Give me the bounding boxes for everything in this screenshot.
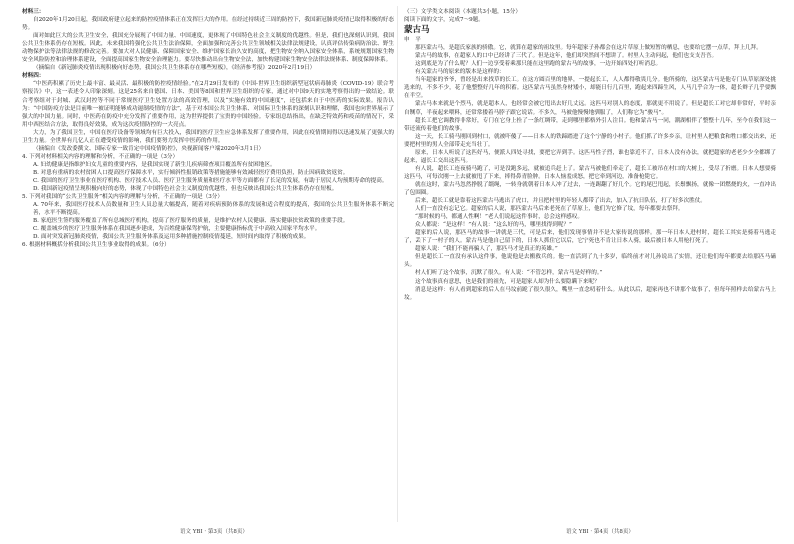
question-4-option-c: C. 我国的医疗卫生事业在医疗机构、医疗技术人员、医疗卫生服务质量和医疗水平等方面都有了长足的发展，有助于居民人均预期寿命的提高。 bbox=[33, 177, 388, 184]
story-paragraph: 有关蒙古马的原来的版本是这样的： bbox=[415, 69, 505, 76]
story-paragraph: 但是超长工一直没有承认这件事，他说他是去搬救兵的。他一直活到了九十多岁，临终前才对儿孙说出了实情，还让他们每年都要去给那匹马磕头。 bbox=[404, 254, 776, 269]
material-3-paragraph-1: 自2020年1月20日起，我国政府建立起来的防控疫情体系正在发挥巨大的作用。在经过持续近三周的防控下，我国新冠肺炎疫情已取得积极的好态势。 bbox=[22, 17, 394, 32]
story-paragraph: 超家的后人说，那匹马的故事一讲就是三代，可是后来，他们发现事情并不是大家传说的那样。那一年日本人进村时，超长工其实是骑着马逃走了，丢下了一村子的人。蒙古马是他自己留下的，日本人抓住它以后，它宁死也不肯让日本人骑，最后被日本人用枪打死了。 bbox=[404, 230, 776, 245]
story-paragraph: 就在这时，蒙古马忽然挣脱了缰绳，一转身就朝着日本人冲了过去，一连踢翻了好几个。它的尾巴甩起，长鬃飘扬，就像一团燃烧的火，一直冲出了包围圈。 bbox=[404, 181, 776, 196]
section-header: （三）文学类文本阅读（本题共3小题，15分） bbox=[404, 9, 521, 15]
story-paragraph: 当年超家的爷爷，曾经是出来找草的长工。在这方圆百里的地界，一提起长工，人人都得敬畏几分。他所骑的，这匹蒙古马是他专门从草原深处挑选来的，不多不少，花了他整整好几年的积蓄。这匹蒙古马虽然身材矮小，却能日行几百里，跑起来四蹄生风，人马几乎合为一体，超长辫子几乎要飘在半空。 bbox=[404, 77, 776, 100]
story-paragraph: 这个故事真有意思，也是我们的祖先，可是超家人却为什么要隐瞒下来呢？ bbox=[415, 278, 600, 285]
story-paragraph: 后来，超长工就是靠着这匹蒙古马逃出了虎口，并且把村里的年轻人都带了出去，加入了抗日队伍，打了好多次胜仗。 bbox=[415, 198, 706, 205]
story-paragraph: 有人说，超长工连夜骑马跑了，可是没跑多远，就被追兵赶上了。蒙古马被他们牵走了，超长工被吊在村口的大树上，受尽了折磨。日本人想要骑这匹马，可每次刚一上去就被甩了下来，摔得鼻青脸肿。日本人恼羞成怒，把它牵到河边，准备枪毙它。 bbox=[404, 165, 776, 180]
page-gutter bbox=[397, 6, 398, 522]
story-paragraph: 这到底是为了什么呢？人们一边享受着乘那只能在这里跑的蒙古马的故事，一边开始四处打听消息。 bbox=[415, 61, 662, 68]
material-4-paragraph-1: “中医药积累了历史上最丰富、最灵活、最积极的防控疫情经验。”在2月29日发布的《中国-世界卫生组织新型冠状病毒肺炎（COVID-19）联合考察报告》中，这一表述令人印象深刻。这是25名来自德国、日本、美国等8国和世界卫生组织的专家，通过对中国9天的实地考察得出的一致结论。联合考察组对于封城、武汉封控等不同于常规医疗卫生处置方法的高效管理，以及“实施有效的中国速度”，还包括来自于中医药的实际效果。报告认为：“中国防疫方法是目前唯一被证明能够成功遏制疫情的方法”，基于对本国公共卫生体系、对国际卫生体系的深刻认识和理解，我国也向世界展示了强大的中国力量。同时，中医药在防疫中充分发挥了重要作用，这为世界提供了宝贵的中国经验。专家组总结指出，在缺乏特效药和疫苗的情况下，采用中西医结合方法，取得良好效果，成为这次疫情防控的一大亮点。 bbox=[22, 81, 394, 128]
story-title: 蒙古马 bbox=[404, 25, 430, 36]
right-page-footer: 语文 YBI · 第4页（共8页） bbox=[566, 529, 634, 535]
story-paragraph: 消息是这样：有人看到超家的后人在马坟前跪了很久很久，嘴里一直念叨着什么。从此以后，超家再也不讲那个故事了，但每年照样去给蒙古马上坟。 bbox=[404, 286, 776, 301]
left-page bbox=[22, 8, 394, 249]
question-4-option-b: B. 对患有重病的农村贫困人口提高医疗保障水平，实行倾斜性报销政策等措施能够有效减轻医疗费用负担，防止因病致贫返贫。 bbox=[33, 169, 349, 176]
story-paragraph: 超长工把它调教得非常好，专门在它身上拴了一条红绸带，走到哪里都格外引人注目。他和蒙古马一同，潮湖相伴了整整十几年，至今在我们这一带还流传着他们的故事。 bbox=[404, 117, 776, 132]
story-paragraph: 这一天，长工骑马刚回到村口，就被吓傻了——日本人的铁蹄踏进了这个宁静的小村子。他们抓了许多乡亲，让村里人把粮食和牲口都交出来，还要把村里的男人全部带走充当壮丁。 bbox=[404, 133, 776, 148]
material-3-source: （摘编自《新冠肺炎疫情出现积极向好态势，我国公共卫生体系存在哪些短板》，《经济参考报》2020年2月19日） bbox=[33, 65, 316, 72]
right-page bbox=[404, 8, 776, 302]
material-4-source: （摘编自《发改委撰文、国际专家一致肯定中国疫情防控》，央视新闻客户端2020年3月1日） bbox=[33, 145, 265, 152]
material-4-label: 材料四： bbox=[22, 73, 45, 80]
story-paragraph: 众人都说：“是这样！”有人说：“这么好的马，哪里找得到呢？” bbox=[415, 222, 572, 229]
story-paragraph: 原来，日本人听说了这匹好马，便派人四处寻找，要把它弄到手。这匹马性子烈，谁也靠近不了，日本人没有办法，就把超家的老老少少全都绑了起来，逼长工交出这匹马。 bbox=[404, 149, 776, 164]
question-5: 5. 下列对我国的“公共卫生服务”相关内容的理解与分析，不正确的一项是（3分） bbox=[22, 194, 223, 201]
material-3-paragraph-2: 面对如此巨大的公共卫生安全，我国充分展现了中国力量、中国速度，更体现了中国特色社会主义制度的优越性。但是，我们也深刻认识到，我国公共卫生体系仍存在短板。因此，未来我国将强化公共卫生法治保障，全面加强和完善公共卫生领域相关法律法规建设，认真评估传染病防治法、野生动物保护法等法律法规的修改完善。要加大对人民健康、保障国家安全、维护国家长治久安的高度，把生物安全纳入国家安全体系，系统规划国家生物安全风险防控和治理体系建设，全面提高国家生物安全治理能力。要尽快推动出台生物安全法，加快构建国家生物安全法律法规体系、制度保障体系。 bbox=[22, 33, 394, 64]
story-paragraph: 村人们听了这个故事，沉默了很久。有人说：“不管怎样，蒙古马是好样的。” bbox=[415, 270, 603, 277]
story-paragraph: 人们一直没有忘记它。超家的后人说，那匹蒙古马后来老死在了草原上，他们为它修了坟，每年都要去祭拜。 bbox=[415, 206, 684, 213]
section-instructions: 阅读下面的文字，完成7～9题。 bbox=[404, 17, 484, 24]
left-page-footer: 语文 YBI · 第3页（共8页） bbox=[180, 529, 248, 535]
material-4-paragraph-2: 大力，为了我国卫生，中国在医疗设备等领域均有巨大投入，我国的医疗卫生应急体系发挥了重要作用，因此在疫情期间得以迅速发展了更强大的卫生力量。全世界有几亿人正在遭受疫情的影响，我们要努力发挥中医药的作用。 bbox=[22, 129, 394, 144]
question-5-option-b: B. 家庭医生签约服务覆盖了所有总城医疗机构，提高了医疗服务的质量，是维护农村人民健康、落实健康扶贫政策的重要手段。 bbox=[33, 218, 349, 225]
story-paragraph: 蒙古马本来就是个烈马，就是超本人，也经常会被它甩出去好几丈远。这匹马对别人的态度，那就更不用说了。但是超长工对它却非常好，平时亲自铡草，半夜起来喂料，还常常搂着马脖子跟它说话。不多久，马被他慢慢地驯服了，人们称它为“骏马”。 bbox=[404, 101, 776, 116]
story-author: 申 平 bbox=[404, 37, 421, 44]
story-paragraph: 蒙古马的故事，在超家人的口中已经讲了三代了。但是这年，他们却突然间不想讲了。村里人主动问起，他们也支支吾吾。 bbox=[415, 53, 718, 60]
question-5-option-c: C. 覆盖城乡的医疗卫生服务体系在我国逐步建成，为百姓健康保驾护航，主要健康指标优于中高收入国家平均水平。 bbox=[33, 226, 321, 233]
question-4-option-a: A. 妇幼健康是指维护妇女儿童的重要内容，是我国实现了新生儿疾病筛查项目覆盖所有贫困地区。 bbox=[33, 161, 276, 168]
question-5-option-d: D. 面对突发新冠肺炎疫情，我国公共卫生服务体系及运用多种措施控制疫情蔓延，短时间内取得了积极的成果。 bbox=[33, 234, 310, 241]
story-paragraph: 超家人说：“我们不能再骗人了，那匹马才是真正的英雄。” bbox=[415, 246, 558, 253]
question-4: 4. 下列对材料相关内容的理解和分析，不正确的一项是（3分） bbox=[22, 153, 179, 160]
story-paragraph: 那匹蒙古马，是超氏家族的骄傲。它，就算在超家的祖坟里。每年超家子孙都会在这片草原上做短暂的栖息，也要给它摆一点草，拜上几拜。 bbox=[415, 45, 762, 52]
question-5-option-a: A. 70年来，我国医疗技术人员数量和卫生人员总量大幅提高，随着对疾病预防体系的发展和适合程度的提高，我国的公共卫生服务体系不断完善，水平不断提高。 bbox=[33, 202, 394, 217]
question-4-option-d: D. 我国新冠疫情呈现积极向好的态势，体现了中国特色社会主义制度的优越性，但也反映出我国公共卫生体系仍存在短板。 bbox=[33, 186, 338, 193]
question-6: 6. 根据材料概括分析我国公共卫生事业取得的成果。（6分） bbox=[22, 242, 170, 249]
material-3-label: 材料三： bbox=[22, 9, 45, 15]
story-paragraph: “那时候的马，都通人性啊！”老人们说起这件事时，总会这样感叹。 bbox=[415, 214, 583, 221]
